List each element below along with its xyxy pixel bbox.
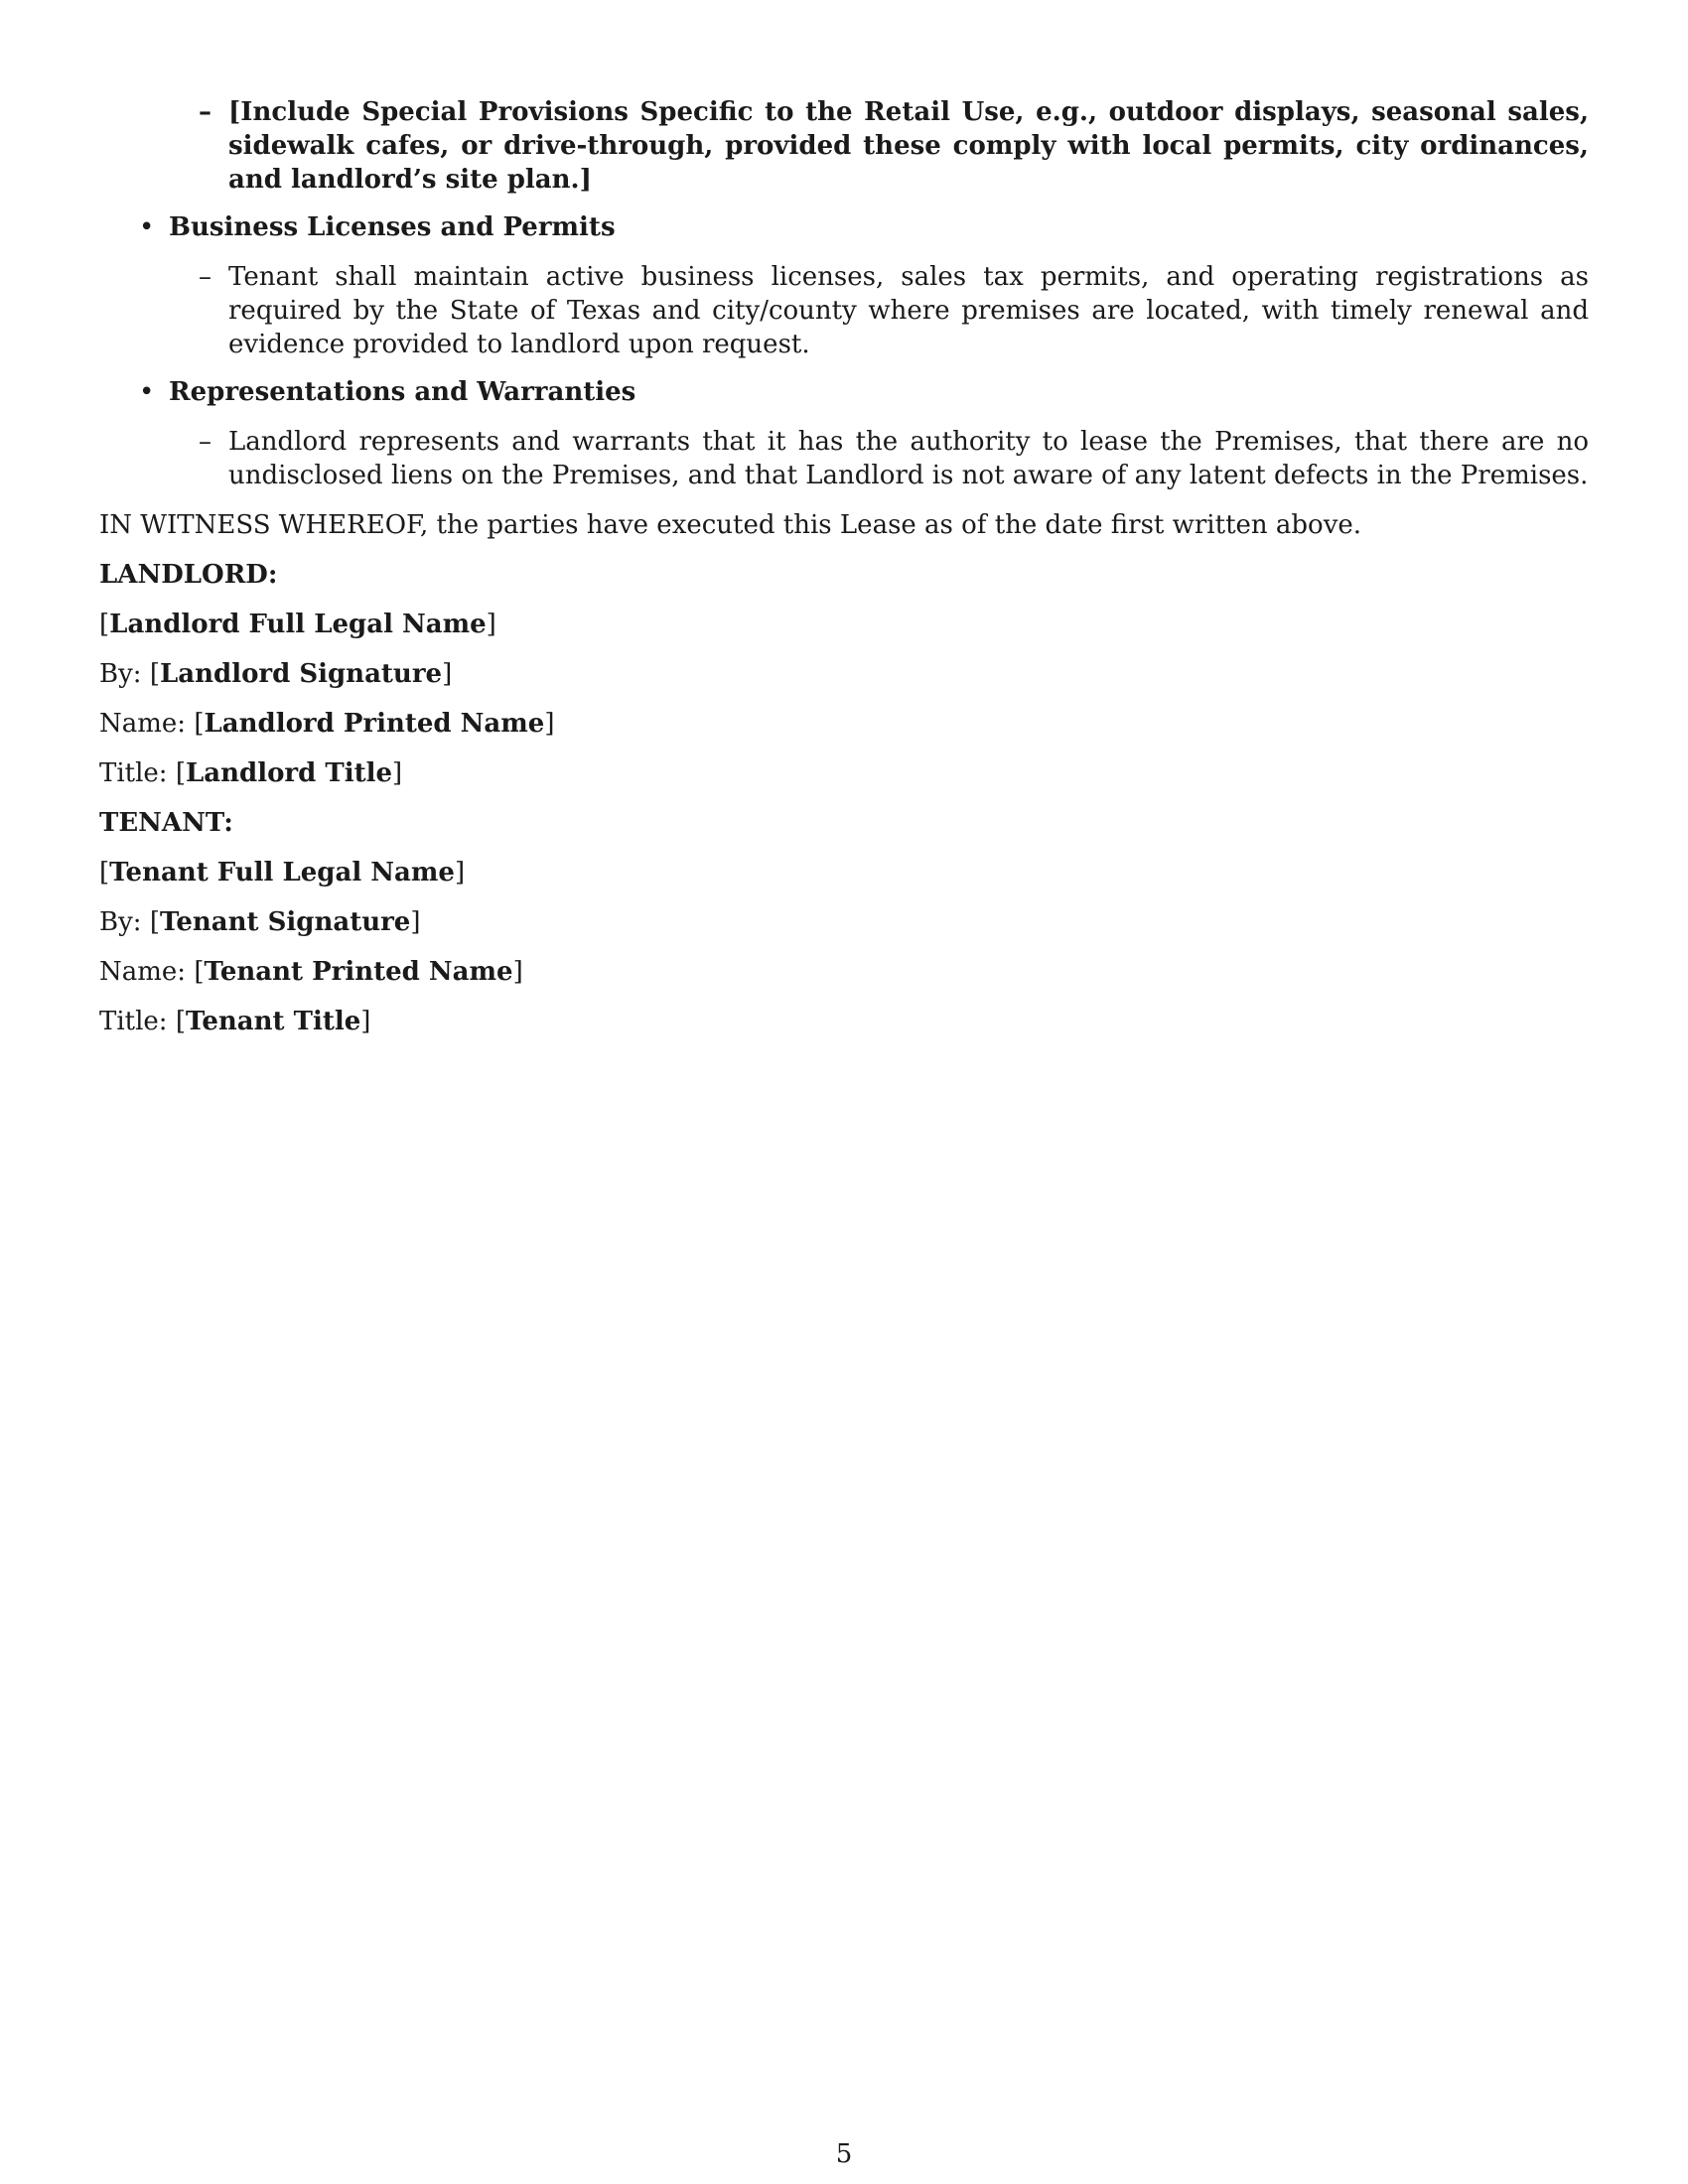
business-licenses-heading: Business Licenses and Permits <box>169 212 616 242</box>
tenant-signature-placeholder: Tenant Signature <box>159 907 411 937</box>
business-licenses-item <box>199 260 1589 361</box>
tenant-heading: TENANT: <box>99 808 233 838</box>
representations-item <box>199 425 1589 492</box>
landlord-name-line: [Landlord Full Legal Name] <box>99 610 496 639</box>
landlord-by-line: By: [Landlord Signature] <box>99 659 453 689</box>
landlord-heading: LANDLORD: <box>99 560 278 590</box>
business-licenses-text: Tenant shall maintain active business licenses, sales tax permits, and operating registrations as required by the State of Texas and city/county where premises are located, with timely renewal and evidence provided to landlord upon request. <box>228 262 1589 359</box>
landlord-name-placeholder: Landlord Full Legal Name <box>109 610 487 639</box>
bullet-marker: • <box>139 212 155 242</box>
tenant-printed-placeholder: Tenant Printed Name <box>204 957 513 987</box>
bullet-marker: • <box>139 377 155 407</box>
tenant-by-line: By: [Tenant Signature] <box>99 907 421 937</box>
landlord-printed-placeholder: Landlord Printed Name <box>204 709 545 739</box>
tenant-name-line: [Tenant Full Legal Name] <box>99 858 466 887</box>
business-licenses-heading-item <box>139 210 1589 244</box>
landlord-printed-name-line: Name: [Landlord Printed Name] <box>99 709 555 739</box>
landlord-title-placeholder: Landlord Title <box>186 758 393 788</box>
tenant-printed-name-line: Name: [Tenant Printed Name] <box>99 957 523 987</box>
representations-heading: Representations and Warranties <box>169 377 636 407</box>
special-provision-text: [Include Special Provisions Specific to the Retail Use, e.g., outdoor displays, seasonal sales, sidewalk cafes, or drive-through, provided these comply with local permits, city ordinances, and landlord’s site plan.] <box>228 97 1589 195</box>
landlord-by-label: By: <box>99 659 142 689</box>
special-provision-item <box>199 95 1589 197</box>
landlord-signature-placeholder: Landlord Signature <box>159 659 443 689</box>
tenant-title-line: Title: [Tenant Title] <box>99 1007 371 1036</box>
representations-heading-item <box>139 375 1589 409</box>
representations-text: Landlord represents and warrants that it has the authority to lease the Premises, that there are no undisclosed liens on the Premises, and that Landlord is not aware of any latent defects in the Premises. <box>228 427 1589 490</box>
landlord-title-label: Title: <box>99 758 168 788</box>
dash-marker: – <box>199 262 211 292</box>
tenant-title-label: Title: <box>99 1007 168 1036</box>
tenant-by-label: By: <box>99 907 142 937</box>
dash-marker: – <box>199 427 211 457</box>
tenant-title-placeholder: Tenant Title <box>186 1007 361 1036</box>
tenant-name-placeholder: Tenant Full Legal Name <box>109 858 455 887</box>
document-page <box>99 95 1589 1038</box>
landlord-title-line: Title: [Landlord Title] <box>99 758 403 788</box>
tenant-printed-label: Name: <box>99 957 187 987</box>
landlord-printed-label: Name: <box>99 709 187 739</box>
dash-marker: – <box>199 97 211 127</box>
witness-clause: IN WITNESS WHEREOF, the parties have executed this Lease as of the date first written above. <box>99 510 1362 540</box>
page-number: 5 <box>835 2139 853 2169</box>
